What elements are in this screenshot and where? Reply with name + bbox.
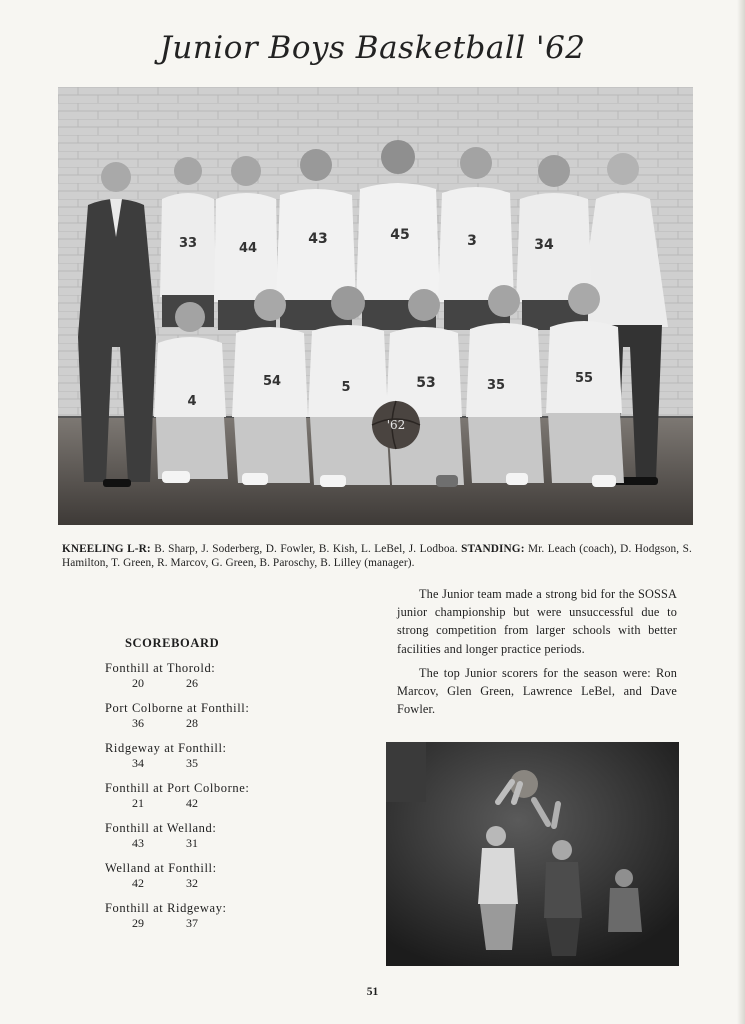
- kneeling-jersey-number: 54: [262, 374, 282, 389]
- kneeling-jersey-number: 4: [187, 394, 197, 409]
- score-b: 31: [186, 836, 198, 850]
- game-label: Ridgeway at Fonthill:: [105, 741, 227, 755]
- game-label: Fonthill at Welland:: [105, 821, 217, 835]
- score-a: 21: [132, 796, 144, 810]
- standing-jersey-number: 43: [308, 231, 328, 247]
- team-photo: [58, 87, 693, 525]
- game-scores: [105, 756, 305, 771]
- game-label: Welland at Fonthill:: [105, 861, 217, 875]
- paragraph: The top Junior scorers for the season were: Ron Marcov, Glen Green, Lawrence LeBel, and Dave Fowler.: [397, 665, 677, 717]
- ball-label: '62: [386, 418, 406, 432]
- score-b: 28: [186, 716, 198, 730]
- game-scores: [105, 916, 305, 931]
- kneeling-names: B. Sharp, J. Soderberg, D. Fowler, B. Kish, L. LeBel, J. Lodboa.: [154, 543, 458, 555]
- score-a: 43: [132, 836, 144, 850]
- page-edge: [737, 0, 745, 1024]
- kneeling-jersey-number: 5: [341, 380, 351, 395]
- game-label: Port Colborne at Fonthill:: [105, 701, 250, 715]
- scoreboard-title: SCOREBOARD: [125, 636, 220, 650]
- photo-caption: [62, 543, 692, 570]
- standing-names: Mr. Leach (coach), D. Hodgson, S. Hamilton, T. Green, R. Marcov, G. Green, B. Paroschy, B. Lilley (manager).: [62, 543, 692, 569]
- game-scores: [105, 796, 305, 811]
- score-a: 29: [132, 916, 144, 930]
- game-entry: [105, 661, 305, 691]
- kneeling-jersey-number: 35: [486, 378, 506, 393]
- standing-heading: STANDING:: [461, 543, 525, 555]
- score-a: 42: [132, 876, 144, 890]
- game-entry: [105, 861, 305, 891]
- scoreboard: [105, 636, 305, 941]
- game-entry: [105, 901, 305, 931]
- game-scores: [105, 716, 305, 731]
- kneeling-jersey-number: 53: [416, 375, 436, 391]
- score-b: 35: [186, 756, 198, 770]
- article-body: [397, 585, 677, 724]
- basketball-62: [372, 401, 420, 449]
- game-action-photo: [386, 742, 679, 966]
- game-entry: [105, 741, 305, 771]
- game-label: Fonthill at Ridgeway:: [105, 901, 227, 915]
- game-entry: [105, 821, 305, 851]
- score-b: 42: [186, 796, 198, 810]
- kneeling-heading: KNEELING L-R:: [62, 543, 151, 555]
- kneeling-jersey-number: 55: [574, 371, 594, 386]
- game-scores: [105, 876, 305, 891]
- game-entry: [105, 781, 305, 811]
- standing-jersey-number: 44: [238, 241, 258, 256]
- paragraph: The Junior team made a strong bid for the SOSSA junior championship but were unsuccessful due to strong competition from larger schools with better facilities and longer practice periods.: [397, 587, 677, 656]
- game-scores: [105, 836, 305, 851]
- game-entry: [105, 701, 305, 731]
- game-label: Fonthill at Port Colborne:: [105, 781, 250, 795]
- score-b: 26: [186, 676, 198, 690]
- score-b: 37: [186, 916, 198, 930]
- page-title: Junior Boys Basketball '62: [159, 30, 586, 66]
- page-number: 51: [366, 986, 379, 998]
- score-a: 34: [132, 756, 144, 770]
- game-scores: [105, 676, 305, 691]
- standing-jersey-number: 3: [467, 233, 477, 249]
- standing-jersey-number: 33: [178, 236, 198, 251]
- score-b: 32: [186, 876, 198, 890]
- standing-jersey-number: 45: [390, 227, 410, 243]
- standing-jersey-number: 34: [534, 237, 554, 253]
- score-a: 36: [132, 716, 144, 730]
- game-label: Fonthill at Thorold:: [105, 661, 216, 675]
- score-a: 20: [132, 676, 144, 690]
